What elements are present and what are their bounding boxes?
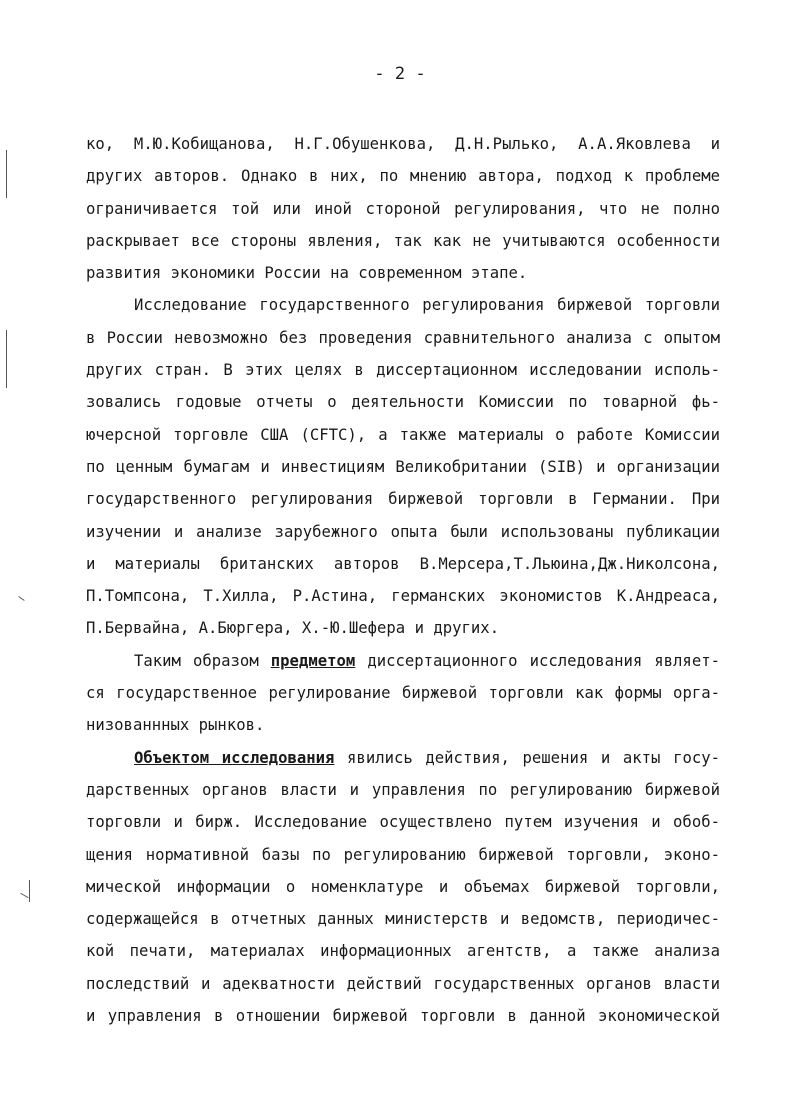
scan-mark [6, 150, 7, 198]
text-line: содержащейся в отчетных данных министерств и ведомств, периодичес- [86, 910, 720, 929]
text-line: торговли и бирж. Исследование осуществлено путем изучения и обоб- [86, 813, 720, 832]
text-line: других стран. В этих целях в диссертационном исследовании исполь- [86, 361, 720, 380]
text-line: ограничивается той или иной стороной регулирования, что не полно [86, 199, 720, 218]
text-line: низованнных рынков. [86, 716, 265, 735]
text-line-subject [86, 645, 720, 677]
text-line: кой печати, материалах информационных агентств, а также анализа [86, 942, 720, 961]
object-term: Объектом исследования [134, 748, 335, 767]
scan-mark [18, 596, 24, 601]
page-number: - 2 - [374, 64, 426, 84]
text-line: и материалы британских авторов В.Мерсера,Т.Льюина,Дж.Николсона, [86, 554, 720, 573]
text-line: развития экономики России на современном этапе. [86, 264, 528, 283]
text-line: П.Томпсона, Т.Хилла, Р.Астина, германских экономистов К.Андреаса, [86, 587, 720, 606]
text-line: ко, М.Ю.Кобищанова, Н.Г.Обушенкова, Д.Н.Рылько, А.А.Яковлева и [86, 135, 720, 153]
text-line: последствий и адекватности действий государственных органов власти [86, 974, 720, 993]
text-line: раскрывает все стороны явления, так как не учитываются особенности [86, 231, 720, 250]
subject-lead: Таким образом [134, 651, 259, 670]
text-line: дарственных органов власти и управления по регулированию биржевой [86, 780, 720, 799]
body-text [86, 128, 720, 1032]
text-line: и управления в отношении биржевой торговли в данной экономической [86, 1007, 720, 1026]
text-line: ючерсной торговле США (CFTC), а также материалы о работе Комиссии [86, 425, 720, 444]
text-line: мической информации о номенклатуре и объемах биржевой торговли, [86, 877, 720, 896]
text-line: П.Бервайна, А.Бюргера, Х.-Ю.Шефера и других. [86, 619, 500, 638]
text-line: зовались годовые отчеты о деятельности Комиссии по товарной фь- [86, 393, 720, 412]
scan-mark [29, 880, 30, 902]
scan-mark [6, 330, 7, 388]
subject-term: предметом [270, 651, 356, 670]
text-line: изучении и анализе зарубежного опыта были использованы публикации [86, 522, 720, 541]
text-line: Исследование государственного регулирования биржевой торговли [134, 296, 720, 315]
scan-mark [20, 893, 28, 898]
text-line: щения нормативной базы по регулированию биржевой торговли, эконо- [86, 845, 720, 864]
text-line: других авторов. Однако в них, по мнению автора, подход к проблеме [86, 167, 720, 186]
text-line-object [86, 742, 720, 774]
text-line: ся государственное регулирование биржевой торговли как формы орга- [86, 684, 720, 703]
subject-rest: диссертационного исследования являет- [367, 651, 720, 670]
text-line: по ценным бумагам и инвестициям Великобритании (SIB) и организации [86, 457, 720, 476]
text-line: государственного регулирования биржевой торговли в Германии. При [86, 490, 720, 509]
text-line: в России невозможно без проведения сравнительного анализа с опытом [86, 328, 720, 347]
object-rest: явились действия, решения и акты госу- [347, 748, 721, 767]
